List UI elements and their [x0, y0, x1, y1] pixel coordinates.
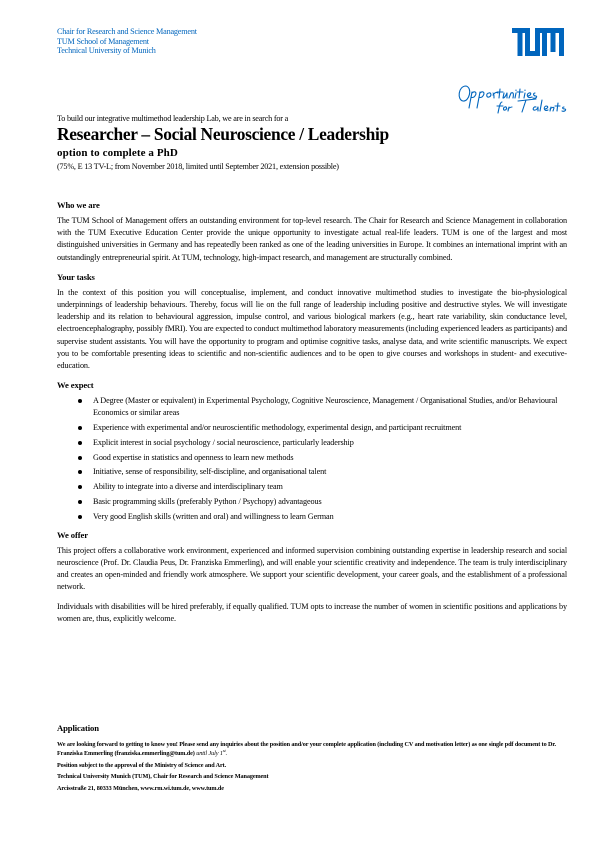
list-item: Ability to integrate into a diverse and interdisciplinary team: [93, 481, 567, 493]
list-item: Very good English skills (written and oral) and willingness to learn German: [93, 511, 567, 523]
your-tasks-text: In the context of this position you will conceptualise, implement, and conduct innovative multimethod studies to investigate the bio-physiological underpinnings of leadership behaviours. Thereby, focus will lie on the full range of leadership including positive and destructive styles. We will investigate leadership and its relation to behavioural aggression, impulse control, and various biological markers (e.g., heart rate variability, skin conductance level, electroencephalography, possibly fMRI). You are expected to conduct multimethod laboratory measurements (including experienced leaders as participants) and supervise student assistants. You will have the opportunity to program and optimise cognitive tasks, analyse data, and write scientific manuscripts. We expect you to be comfortable presenting ideas to scientific and non-scientific audiences and to be open to give courses and workshops in student- and executive-education.: [57, 287, 567, 371]
school-name: TUM School of Management: [57, 36, 149, 46]
list-item: Explicit interest in social psychology / social neuroscience, particularly leadership: [93, 437, 567, 449]
diversity-statement: Individuals with disabilities will be hired preferably, if equally qualified. TUM opts to increase the number of women in scientific positions and applications by women are, thus, explicitly welcome.: [57, 601, 567, 623]
application-section: [57, 722, 572, 795]
slogan-signature: [456, 80, 571, 120]
application-heading: Application: [57, 723, 99, 733]
job-title: Researcher – Social Neuroscience / Leadership: [57, 124, 389, 144]
job-conditions: (75%, E 13 TV-L; from November 2018, limited until September 2021, extension possible): [57, 162, 339, 171]
chair-name: Chair for Research and Science Management: [57, 27, 197, 36]
intro-text: To build our integrative multimethod leadership Lab, we are in search for a: [57, 114, 289, 123]
who-we-are-heading: Who we are: [57, 200, 100, 210]
your-tasks-heading: Your tasks: [57, 271, 95, 282]
institution-line: Technical University Munich (TUM), Chair for Research and Science Management: [57, 773, 269, 781]
university-name: Technical University of Munich: [57, 46, 156, 56]
who-we-are-text: The TUM School of Management offers an outstanding environment for top-level research. The Chair for Research and Science Management in collaboration with the TUM Executive Education Center provide the unique opportunity to investigate actual real-life leaders. TUM is one of the largest and most distinguished universities in Germany and has repeatedly been ranked as one of the leading universities in Europe. It combines an international imprint with an outstandingly entrepreneurial spirit. At TUM, technology, high-impact research, and management are structurally combined.: [57, 216, 567, 262]
institution-header: [57, 27, 197, 56]
tum-logo: [512, 28, 564, 56]
we-offer-text: This project offers a collaborative work environment, experienced and informed supervision combining outstanding expertise in leadership research and social neuroscience (Prof. Dr. Claudia Peus, Dr. Franziska Emmerling), and will enable your scientific creativity and independence. The team is truly interdisciplinary and creates an open-minded and friendly work atmosphere. We support your scientific development, your career goals, and the establishment of a professional network.: [57, 545, 567, 592]
list-item: Good expertise in statistics and openness to learn new methods: [93, 452, 567, 464]
we-offer-heading: We offer: [57, 529, 88, 540]
job-subtitle: option to complete a PhD: [57, 147, 178, 159]
list-item: Initiative, sense of responsibility, self-discipline, and organisational talent: [93, 466, 567, 478]
address-line: Arcisstraße 21, 80333 München, www.rm.wi.tum.de, www.tum.de: [57, 784, 224, 792]
list-item: Basic programming skills (preferably Python / Psychopy) advantageous: [93, 496, 567, 508]
requirements-list: [57, 395, 567, 523]
list-item: A Degree (Master or equivalent) in Experimental Psychology, Cognitive Neuroscience, Management / Organisational Studies, and/or Behavioural Economics or similar areas: [93, 395, 567, 419]
we-expect-heading: We expect: [57, 380, 94, 391]
application-instructions: [57, 740, 572, 759]
application-deadline: until July 1st.: [196, 748, 228, 758]
application-text: We are looking forward to getting to know you! Please send any inquiries about the position and/or your complete application (including CV and motivation letter) as one single pdf document to Dr. Franziska Emmerling (franziska.emmerling@tum.de): [57, 741, 556, 758]
list-item: Experience with experimental and/or neuroscientific methodology, experimental design, and participant recruitment: [93, 422, 567, 434]
approval-note: Position subject to the approval of the Ministry of Science and Art.: [57, 761, 227, 769]
main-content: [57, 199, 567, 632]
